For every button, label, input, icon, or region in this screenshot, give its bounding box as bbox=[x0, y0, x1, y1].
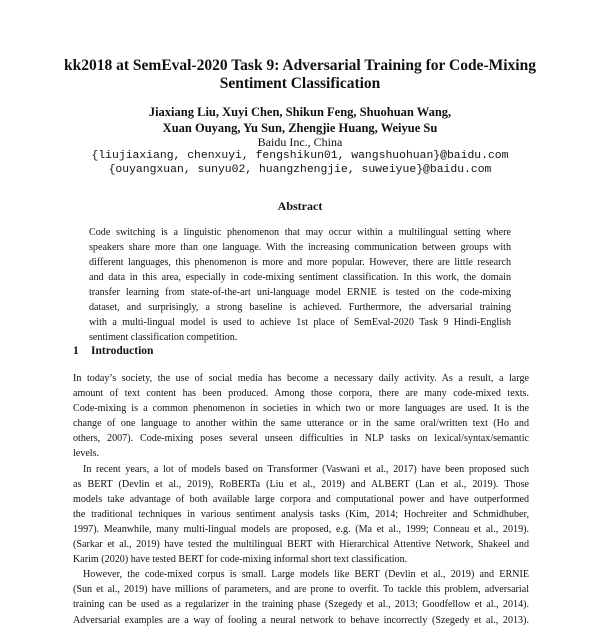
author-list bbox=[60, 104, 540, 136]
abstract-line: transfer learning from state-of-the-art uni-language model ERNIE is tested on the code-mixing bbox=[89, 287, 511, 298]
authors-line-1: Jiaxiang Liu, Xuyi Chen, Shikun Feng, Shuohuan Wang, bbox=[148, 105, 452, 119]
body-line: In recent years, a lot of models based on Transformer (Vaswani et al., 2017) have been proposed such bbox=[83, 463, 529, 475]
body-line: (Sun et al., 2019) have millions of parameters, and are prone to overfit. To tackle this problem, adversarial bbox=[73, 584, 529, 596]
section-heading-introduction bbox=[73, 345, 153, 357]
body-line: Code-mixing is a common phenomenon in societies in which two or more languages are used. It is the bbox=[73, 403, 529, 415]
abstract-line: and data in this area, especially in code-mixing sentiment classification. In this work, the domain bbox=[89, 272, 511, 283]
abstract-line: sentiment classification competition. bbox=[89, 332, 238, 343]
body-line: levels. bbox=[73, 448, 100, 460]
authors-line-2: Xuan Ouyang, Yu Sun, Zhengjie Huang, Weiyue Su bbox=[162, 121, 438, 135]
abstract-line: speakers share more than one language. With the increasing communication between groups with bbox=[89, 242, 511, 253]
body-line: Adversarial examples are a way of fooling a neural network to behave incorrectly (Szegedy et al., 2013). bbox=[73, 614, 529, 626]
email-line-2: {ouyangxuan, sunyu02, huangzhengjie, suweiyue}@baidu.com bbox=[108, 164, 492, 176]
body-line: the traditional techniques in various sentiment analysis tasks (Kim, 2014; Hochreiter and Schmidhuber, bbox=[73, 508, 529, 520]
body-line: training can be used as a regularizer in the training phase (Szegedy et al., 2013; Goodfellow et al., 2014). bbox=[73, 599, 529, 611]
abstract-line: Code switching is a linguistic phenomenon that may occur within a multilingual setting where bbox=[89, 227, 511, 238]
body-line: In today’s society, the use of social media has become a necessary daily activity. As a result, a large bbox=[73, 373, 529, 384]
title-line-2: Sentiment Classification bbox=[219, 75, 381, 92]
body-line: others, 2007). Code-mixing poses several unseen difficulties in NLP tasks on lexical/syntax/semantic bbox=[73, 433, 529, 445]
body-line: change of one language to another within the same utterance or in the same oral/written text (Ho and bbox=[73, 418, 529, 430]
body-line: as BERT (Devlin et al., 2019), RoBERTa (Liu et al., 2019) and ALBERT (Lan et al., 2019). Those bbox=[73, 478, 529, 490]
body-line: Karim (2020) have tested BERT for code-mixing informal short text classification. bbox=[73, 554, 408, 566]
body-line: amount of text content has been produced. Among those corpora, there are many code-mixed texts. bbox=[73, 388, 529, 400]
abstract-line: with a multi-lingual model is used to achieve 1st place of SemEval-2020 Task 9 Hindi-English bbox=[89, 317, 511, 328]
email-line-1: {liujiaxiang, chenxuyi, fengshikun01, wangshuohuan}@baidu.com bbox=[91, 150, 509, 162]
body-line: 1997). Meanwhile, many multi-lingual models are proposed, e.g. (Ma et al., 1999; Conneau et al., 2019). bbox=[73, 523, 529, 535]
section-number: 1 bbox=[73, 345, 79, 357]
body-line: models take advantage of both available large corpora and computational power and have outperformed bbox=[73, 493, 529, 505]
section-title: Introduction bbox=[91, 345, 154, 357]
body-line: (Sarkar et al., 2019) have tested the multilingual BERT with Hierarchical Attentive Network, Shakeel and bbox=[73, 539, 529, 551]
body-line: However, the code-mixed corpus is small. Large models like BERT (Devlin et al., 2019) and ERNIE bbox=[83, 569, 529, 581]
title-line-1: kk2018 at SemEval-2020 Task 9: Adversarial Training for Code-Mixing bbox=[64, 57, 536, 74]
affiliation: Baidu Inc., China bbox=[257, 135, 343, 149]
abstract-line: dataset, and surprisingly, a strong baseline is achieved. Furthermore, the adversarial training bbox=[89, 302, 511, 313]
paper-title bbox=[60, 57, 540, 93]
introduction-body bbox=[73, 371, 529, 628]
abstract-body bbox=[89, 225, 511, 345]
abstract-heading: Abstract bbox=[277, 199, 323, 213]
abstract-line: different languages, this phenomenon is more and more popular. However, there are little research bbox=[89, 257, 511, 268]
